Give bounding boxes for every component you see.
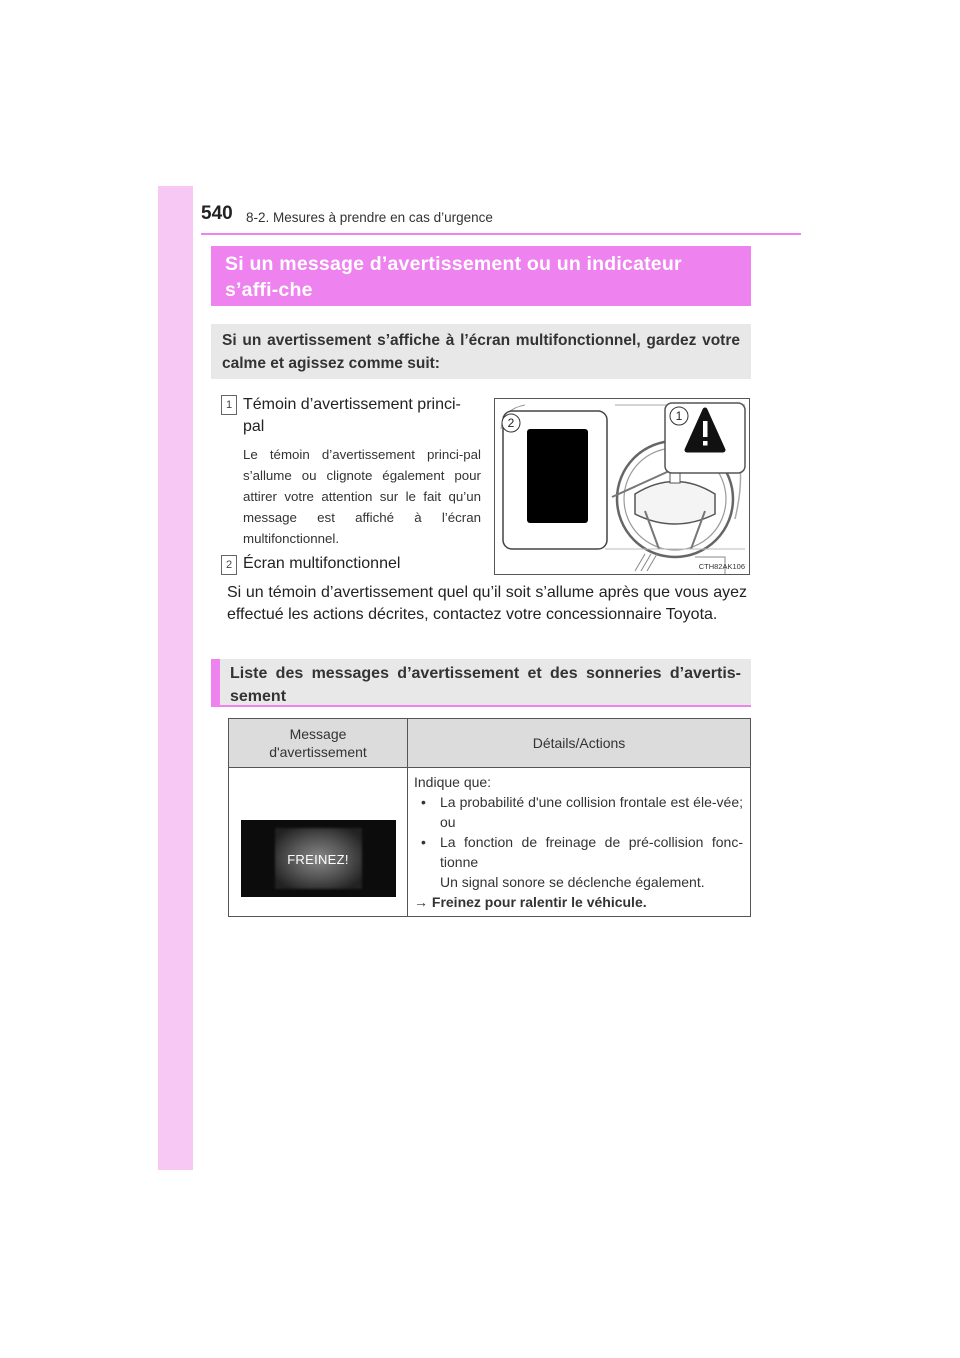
action-text: Freinez pour ralentir le véhicule. <box>431 894 647 910</box>
paragraph: Si un témoin d’avertissement quel qu’il soit s’allume après que vous ayez effectué les actions décrites, contactez votre concessionnaire Toyota. <box>227 584 747 623</box>
details-cell <box>408 768 751 917</box>
dashboard-drawing <box>495 399 750 575</box>
section-title: Si un message d’avertissement ou un indicateur s’affi-che <box>211 246 751 306</box>
bullet-1-text: La probabilité d'une collision frontale est éle-vée; ou <box>440 794 743 830</box>
table-row <box>229 768 751 917</box>
freinez-display <box>241 820 396 897</box>
dashboard-illustration <box>494 398 750 575</box>
chapter-title: 8-2. Mesures à prendre en cas d’urgence <box>246 210 493 225</box>
table-header-row <box>229 719 751 768</box>
col1-label: Message d'avertissement <box>269 726 367 760</box>
item-title-1: Témoin d’avertissement princi-pal <box>243 396 461 435</box>
sidebar-tab <box>158 186 193 1170</box>
item-number-2: 2 <box>221 555 237 575</box>
display-text: FREINEZ! <box>287 852 349 867</box>
section-title-2: Liste des messages d’avertissement et des sonneries d’avertis-sement <box>211 659 751 707</box>
warning-message-table <box>228 718 751 917</box>
bullet-dot: • <box>421 794 426 810</box>
page-number: 540 <box>201 203 233 224</box>
arrow-icon: → <box>414 894 428 910</box>
item-title-2: Écran multifonctionnel <box>243 555 401 572</box>
item-number-1: 1 <box>221 395 237 415</box>
figure-callout-2: 2 <box>507 416 515 430</box>
details-bullet-1 <box>414 792 743 832</box>
header-divider <box>201 233 801 235</box>
figure-code: CTH82AK106 <box>698 562 745 571</box>
details-intro: Indique que: <box>414 774 492 790</box>
table-header-message <box>229 719 408 768</box>
bullet-2-note: Un signal sonore se déclenche également. <box>440 874 705 890</box>
item-description-1: Le témoin d’avertissement princi-pal s’allume ou clignote également pour attirer votre attention sur le fait qu’un message est affiché à l’écran multifonctionnel. <box>243 447 481 546</box>
details-bullet-2 <box>414 832 743 872</box>
bullet-dot: • <box>421 834 426 850</box>
figure-callout-1: 1 <box>675 409 683 423</box>
message-image-cell <box>229 768 408 917</box>
table-header-details: Détails/Actions <box>408 719 751 768</box>
intro-box: Si un avertissement s’affiche à l’écran multifonctionnel, gardez votre calme et agissez comme suit: <box>211 324 751 379</box>
details-action <box>414 892 743 912</box>
bullet-2-text: La fonction de freinage de pré-collision fonc-tionne <box>440 834 743 870</box>
